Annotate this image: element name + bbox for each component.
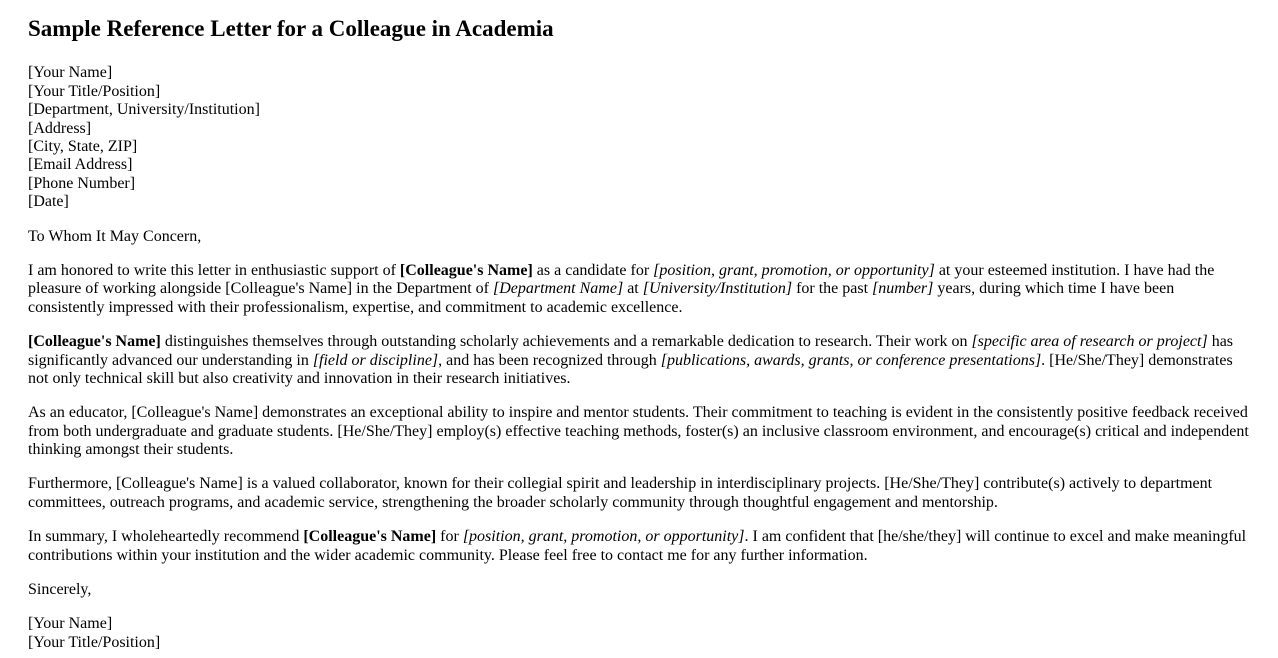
text-segment-normal: for xyxy=(436,528,463,546)
text-segment-bold: [Colleague's Name] xyxy=(399,261,533,279)
text-segment-normal: I am honored to write this letter in enthusiastic support of xyxy=(28,261,400,279)
body-paragraph-research xyxy=(28,333,1250,388)
text-segment-normal: , and has been recognized through xyxy=(438,351,661,369)
text-segment-bold: [Colleague's Name] xyxy=(303,528,437,546)
text-segment-normal: . [He/She/They] demonstrates not only technical skill but also creativity and innovation in their research initiatives. xyxy=(28,351,1233,387)
text-segment-normal: Furthermore, [Colleague's Name] is a valued collaborator, known for their collegial spirit and leadership in interdisciplinary projects. [He/She/They] contribute(s) actively to department committees, outreach programs, and academic service, strengthening the broader scholarly community through thoughtful engagement and mentorship. xyxy=(28,475,1213,511)
body-paragraph-intro xyxy=(28,262,1250,317)
salutation: To Whom It May Concern, xyxy=(28,227,202,245)
text-segment-italic: [position, grant, promotion, or opportunity] xyxy=(462,528,745,546)
text-segment-italic: [Department Name] xyxy=(492,280,624,298)
text-segment-italic: [University/Institution] xyxy=(642,280,793,298)
body-paragraph-summary xyxy=(28,528,1250,565)
sender-address-block: [Your Name] [Your Title/Position] [Department, University/Institution] [Address] [City, State, ZIP] [Email Address] [Phone Number] [Date] xyxy=(28,64,260,211)
body-paragraph-teaching xyxy=(28,404,1250,459)
text-segment-italic: [field or discipline] xyxy=(312,351,439,369)
text-segment-italic: [specific area of research or project] xyxy=(971,333,1208,351)
text-segment-italic: [publications, awards, grants, or conference presentations] xyxy=(660,351,1042,369)
body-paragraph-collaboration xyxy=(28,475,1250,512)
text-segment-normal: has significantly advanced our understanding in xyxy=(28,333,1234,369)
text-segment-italic: [number] xyxy=(872,280,934,298)
text-segment-normal: . I am confident that [he/she/they] will continue to excel and make meaningful contributions within your institution and the wider academic community. Please feel free to contact me for any further information. xyxy=(28,528,1247,564)
signature-block: [Your Name] [Your Title/Position] xyxy=(28,615,161,651)
text-segment-normal: As an educator, [Colleague's Name] demonstrates an exceptional ability to inspire and mentor students. Their commitment to teaching is evident in the consistently positive feedback received from both undergraduate and graduate students. [He/She/They] employ(s) effective teaching methods, foster(s) an inclusive classroom environment, and encourage(s) critical and independent thinking amongst their students. xyxy=(28,404,1249,459)
closing: Sincerely, xyxy=(28,581,92,599)
text-segment-normal: as a candidate for xyxy=(532,261,654,279)
text-segment-italic: [position, grant, promotion, or opportunity] xyxy=(653,261,935,279)
text-segment-normal: years, during which time I have been consistently impressed with their professionalism, expertise, and commitment to academic excellence. xyxy=(28,280,1175,316)
text-segment-normal: at your esteemed institution. I have had the pleasure of working alongside [Colleague's Name] in the Department of xyxy=(28,261,1215,298)
reference-letter-document xyxy=(28,16,1250,650)
text-segment-normal: at xyxy=(623,280,643,298)
text-segment-normal: for the past xyxy=(792,280,873,298)
text-segment-normal: distinguishes themselves through outstanding scholarly achievements and a remarkable dedication to research. Their work on xyxy=(160,333,972,351)
page-title: Sample Reference Letter for a Colleague in Academia xyxy=(28,16,554,41)
text-segment-bold: [Colleague's Name] xyxy=(28,333,161,351)
text-segment-normal: In summary, I wholeheartedly recommend xyxy=(28,528,304,546)
